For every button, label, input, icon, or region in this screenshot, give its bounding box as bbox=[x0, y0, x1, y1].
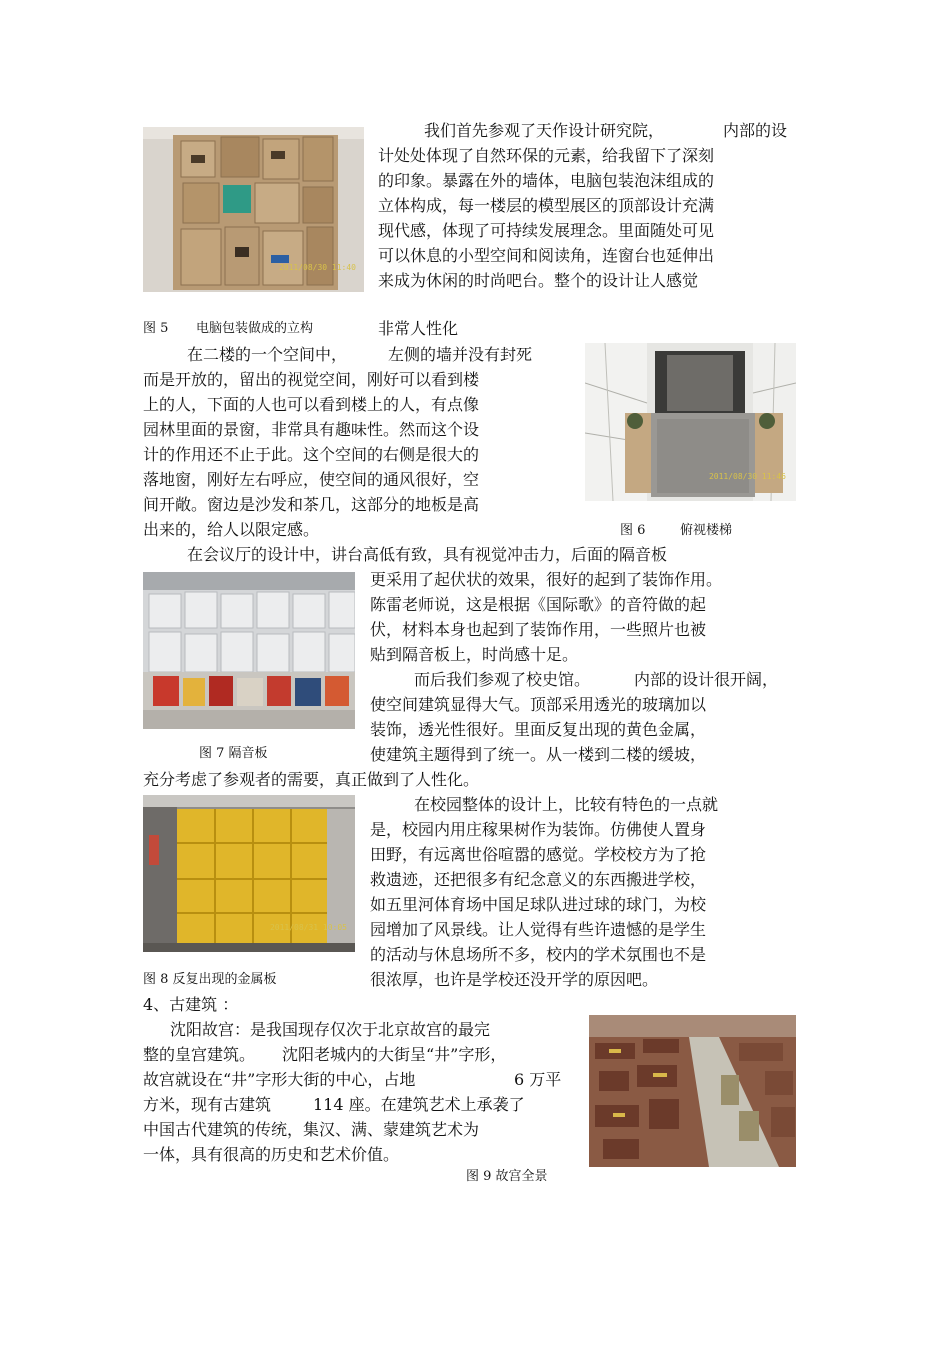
section-heading: 4、古建筑 ： bbox=[143, 995, 239, 1014]
p6-line-1: 沈阳故宫：是我国现存仅次于北京故宫的最完 bbox=[170, 1020, 491, 1039]
p5-line-3: 田野，有远离世俗喧嚣的感觉。学校校方为了抢 bbox=[370, 845, 707, 864]
p3-line-1: 在会议厅的设计中，讲台高低有致，具有视觉冲击力，后面的隔音板 bbox=[187, 545, 668, 564]
figure-6-photo bbox=[585, 343, 796, 501]
acoustic-panel-image bbox=[143, 572, 355, 729]
p1-line-4: 立体构成，每一楼层的模型展区的顶部设计充满 bbox=[378, 196, 715, 215]
p1-line-8: 非常人性化 bbox=[378, 319, 459, 338]
p5-line-8: 很浓厚，也许是学校还没开学的原因吧。 bbox=[370, 970, 659, 989]
figure-7-photo bbox=[143, 572, 355, 729]
p1-line-5: 现代感，体现了可持续发展理念。里面随处可见 bbox=[378, 221, 715, 240]
p5-line-4: 救遗迹，还把很多有纪念意义的东西搬进学校， bbox=[370, 870, 707, 889]
p1-line-1b: 内部的设 bbox=[723, 121, 788, 140]
p3-line-4: 伏，材料本身也起到了装饰作用，一些照片也被 bbox=[370, 620, 707, 639]
figure-6-caption: 俯视楼梯 bbox=[680, 523, 733, 538]
p2-line-1b: 左侧的墙并没有封死 bbox=[388, 345, 533, 364]
p6-line-3a: 故宫就设在“井”字形大街的中心，占地 bbox=[143, 1070, 416, 1089]
palace-aerial-image bbox=[589, 1015, 796, 1167]
p3-line-2: 更采用了起伏状的效果，很好的起到了装饰作用。 bbox=[370, 570, 723, 589]
p1-line-6: 可以休息的小型空间和阅读角，连窗台也延伸出 bbox=[378, 246, 715, 265]
figure-9-photo bbox=[589, 1015, 796, 1167]
p6-line-4a: 方米，现有古建筑 bbox=[143, 1095, 272, 1114]
p1-line-3: 的印象。暴露在外的墙体，电脑包装泡沫组成的 bbox=[378, 171, 715, 190]
p5-line-1: 在校园整体的设计上，比较有特色的一点就 bbox=[414, 795, 719, 814]
p5-line-6: 园增加了风景线。让人觉得有些许遗憾的是学生 bbox=[370, 920, 707, 939]
p4-line-1b: 内部的设计很开阔， bbox=[634, 670, 779, 689]
p2-line-7: 间开敞。窗边是沙发和茶几，这部分的地板是高 bbox=[143, 495, 480, 514]
p4-line-2: 使空间建筑显得大气。顶部采用透光的玻璃加以 bbox=[370, 695, 707, 714]
p2-line-3: 上的人，下面的人也可以看到楼上的人，有点像 bbox=[143, 395, 480, 414]
p1-line-7: 来成为休闲的时尚吧台。整个的设计让人感觉 bbox=[378, 271, 699, 290]
p3-line-3: 陈雷老师说，这是根据《国际歌》的音符做的起 bbox=[370, 595, 707, 614]
p6-line-3b: 6 万平 bbox=[514, 1070, 562, 1089]
figure-5-number: 图 5 bbox=[143, 321, 169, 336]
p2-line-5: 计的作用还不止于此。这个空间的右侧是很大的 bbox=[143, 445, 480, 464]
figure-8-caption: 图 8 反复出现的金属板 bbox=[143, 972, 277, 987]
p2-line-4: 园林里面的景窗，非常具有趣味性。然而这个设 bbox=[143, 420, 480, 439]
figure-9-caption: 图 9 故宫全景 bbox=[466, 1169, 548, 1184]
figure-5-photo bbox=[143, 127, 364, 292]
p2-line-6: 落地窗，刚好左右呼应，使空间的通风很好，空 bbox=[143, 470, 480, 489]
p4-line-4: 使建筑主题得到了统一。从一楼到二楼的缓坡， bbox=[370, 745, 707, 764]
figure-5-date-stamp: 2011/08/30 11:40 bbox=[278, 263, 356, 272]
p6-line-2b: 沈阳老城内的大街呈“井”字形， bbox=[282, 1045, 507, 1064]
p2-line-2: 而是开放的，留出的视觉空间，刚好可以看到楼 bbox=[143, 370, 480, 389]
figure-8-date-stamp: 2011/08/31 10:05 bbox=[269, 923, 347, 932]
p1-line-2: 计处处体现了自然环保的元素，给我留下了深刻 bbox=[378, 146, 715, 165]
p6-line-2a: 整的皇宫建筑。 bbox=[143, 1045, 256, 1064]
p4-line-5: 充分考虑了参观者的需要，真正做到了人性化。 bbox=[143, 770, 480, 789]
figure-7-caption: 图 7 隔音板 bbox=[199, 746, 268, 761]
figure-5-caption: 电脑包装做成的立构 bbox=[196, 321, 314, 336]
p4-line-1a: 而后我们参观了校史馆。 bbox=[414, 670, 591, 689]
p6-line-5: 中国古代建筑的传统，集汉、满、蒙建筑艺术为 bbox=[143, 1120, 480, 1139]
figure-8-photo bbox=[143, 795, 355, 952]
p1-line-1a: 我们首先参观了天作设计研究院， bbox=[424, 121, 665, 140]
p4-line-3: 装饰，透光性很好。里面反复出现的黄色金属， bbox=[370, 720, 707, 739]
p2-line-8: 出来的，给人以限定感。 bbox=[143, 520, 320, 539]
p3-line-5: 贴到隔音板上，时尚感十足。 bbox=[370, 645, 579, 664]
p6-line-4b: 114 座。在建筑艺术上承袭了 bbox=[313, 1095, 525, 1114]
p5-line-7: 的活动与休息场所不多，校内的学术氛围也不是 bbox=[370, 945, 707, 964]
p6-line-6: 一体，具有很高的历史和艺术价值。 bbox=[143, 1145, 400, 1164]
figure-6-date-stamp: 2011/08/30 11:46 bbox=[708, 472, 786, 481]
p5-line-2: 是，校园内用庄稼果树作为装饰。仿佛使人置身 bbox=[370, 820, 707, 839]
p5-line-5: 如五里河体育场中国足球队进过球的球门，为校 bbox=[370, 895, 707, 914]
figure-6-number: 图 6 bbox=[620, 523, 646, 538]
p2-line-1a: 在二楼的一个空间中， bbox=[187, 345, 348, 364]
